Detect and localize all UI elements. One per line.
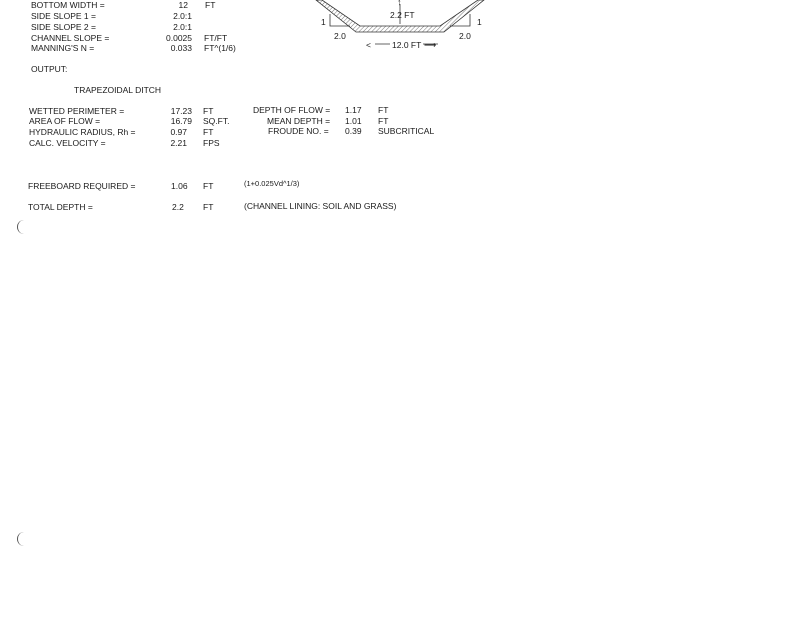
result-unit-depth-of-flow: FT (378, 105, 389, 115)
result-value-wetted-perimeter: 17.23 (170, 106, 192, 116)
right-slope-run: 2.0 (459, 31, 471, 41)
bottom-width-label: 12.0 FT (392, 40, 422, 50)
result-label-calc-velocity: CALC. VELOCITY = (29, 138, 106, 148)
left-slope-rise: 1 (321, 17, 326, 27)
output-heading: OUTPUT: (31, 64, 68, 74)
freeboard-value: 1.06 (171, 181, 188, 191)
freeboard-unit: FT (203, 181, 214, 191)
left-slope-run: 2.0 (334, 31, 346, 41)
freeboard-label: FREEBOARD REQUIRED = (28, 181, 136, 191)
section-title: TRAPEZOIDAL DITCH (74, 85, 162, 95)
input-label-side-slope-1: SIDE SLOPE 1 = (31, 11, 96, 21)
result-label-area-of-flow: AREA OF FLOW = (29, 116, 101, 126)
input-unit-bottom-width: FT (205, 0, 216, 10)
result-unit-mean-depth: FT (378, 116, 389, 126)
result-label-froude-no: FROUDE NO. = (268, 126, 329, 136)
input-unit-channel-slope: FT/FT (204, 33, 228, 43)
total-depth-unit: FT (203, 202, 214, 212)
result-value-froude-no: 0.39 (345, 126, 362, 136)
result-unit-calc-velocity: FPS (203, 138, 220, 148)
input-value-bottom-width: 12 (178, 0, 188, 10)
result-value-depth-of-flow: 1.17 (345, 105, 362, 115)
bottom-arrow-right-icon: ⟶ (424, 40, 437, 50)
result-flow-regime: SUBCRITICAL (378, 126, 435, 136)
result-value-mean-depth: 1.01 (345, 116, 362, 126)
input-unit-mannings-n: FT^(1/6) (204, 43, 236, 53)
input-value-side-slope-2: 2.0:1 (173, 22, 192, 32)
right-slope-rise: 1 (477, 17, 482, 27)
input-value-channel-slope: 0.0025 (166, 33, 192, 43)
scan-mark-lower (17, 532, 32, 546)
input-label-side-slope-2: SIDE SLOPE 2 = (31, 22, 96, 32)
total-depth-value: 2.2 (172, 202, 184, 212)
bottom-arrow-left-icon: < (366, 40, 371, 50)
result-value-calc-velocity: 2.21 (170, 138, 187, 148)
result-value-hydraulic-radius: 0.97 (170, 127, 187, 137)
result-value-area-of-flow: 16.79 (170, 116, 192, 126)
input-value-side-slope-1: 2.0:1 (173, 11, 192, 21)
result-label-wetted-perimeter: WETTED PERIMETER = (29, 106, 125, 116)
depth-arrow-up-icon: ↑ (397, 0, 402, 7)
input-label-channel-slope: CHANNEL SLOPE = (31, 33, 110, 43)
result-unit-wetted-perimeter: FT (203, 106, 214, 116)
depth-label: 2.2 FT (390, 10, 415, 20)
result-label-mean-depth: MEAN DEPTH = (267, 116, 331, 126)
total-depth-label: TOTAL DEPTH = (28, 202, 93, 212)
result-unit-area-of-flow: SQ.FT. (203, 116, 230, 126)
freeboard-formula: (1+0.025Vd^1/3) (244, 179, 300, 188)
input-label-bottom-width: BOTTOM WIDTH = (31, 0, 105, 10)
input-value-mannings-n: 0.033 (170, 43, 192, 53)
scan-mark-upper (17, 220, 32, 234)
result-unit-hydraulic-radius: FT (203, 127, 214, 137)
channel-lining-note: (CHANNEL LINING: SOIL AND GRASS) (244, 201, 397, 211)
input-label-mannings-n: MANNING'S N = (31, 43, 95, 53)
result-label-hydraulic-radius: HYDRAULIC RADIUS, Rh = (29, 127, 136, 137)
result-label-depth-of-flow: DEPTH OF FLOW = (253, 105, 331, 115)
